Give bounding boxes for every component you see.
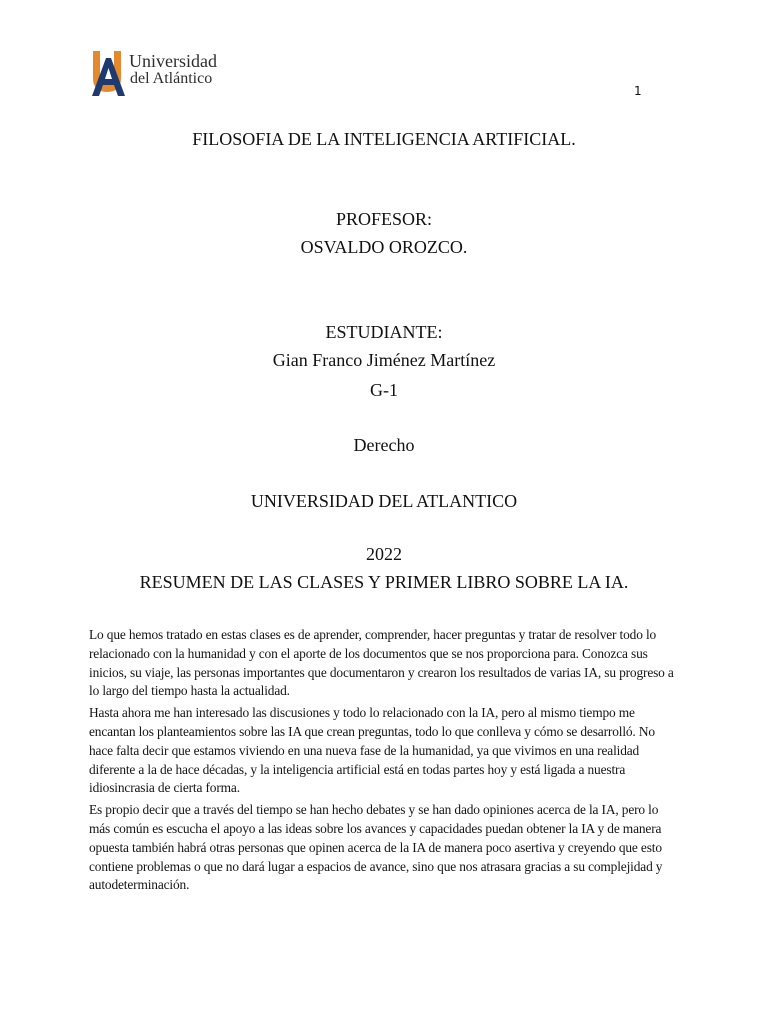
logo-line2: del Atlántico: [130, 70, 213, 87]
group-label: G-1: [370, 380, 398, 400]
ua-emblem-icon: [90, 48, 130, 98]
student-name: Gian Franco Jiménez Martínez: [272, 350, 496, 370]
logo-line1: Universidad: [129, 51, 217, 71]
summary-title: RESUMEN DE LAS CLASES Y PRIMER LIBRO SOBRE LA IA.: [139, 572, 629, 592]
year-label: 2022: [366, 544, 402, 564]
paragraph: Hasta ahora me han interesado las discusiones y todo lo relacionado con la IA, pero al mismo tiempo me encantan los planteamientos sobre las IA que crean preguntas, todo lo que conlleva y cómo se desarrolló. No hace falta decir que estamos viviendo en una nueva fase de la humanidad, ya que vivimos en una realidad diferente a la de hace décadas, y la inteligencia artificial está en todas partes hoy y está ligada a nuestra idiosincrasia de cierta forma.: [89, 705, 655, 796]
program-label: Derecho: [353, 435, 415, 455]
professor-label: PROFESOR:: [335, 209, 433, 229]
page-number: 1: [634, 84, 642, 98]
paragraph: Es propio decir que a través del tiempo se han hecho debates y se han dado opiniones acerca de la IA, pero lo más común es escucha el apoyo a las ideas sobre los avances y capacidades puedan obtener la IA y de manera opuesta también habrá otras personas que opinen acerca de la IA de manera poco asertiva y creyendo que esto contiene problemas o que no dará lugar a espacios de avance, sino que nos atrasara gracias a su complejidad y autodeterminación.: [89, 802, 663, 893]
body-text: [89, 626, 679, 898]
university-name: UNIVERSIDAD DEL ATLANTICO: [250, 491, 518, 511]
paragraph: Lo que hemos tratado en estas clases es de aprender, comprender, hacer preguntas y tratar de resolver todo lo relacionado con la humanidad y con el aporte de los documentos que se nos proporciona para. Conozca sus inicios, su viaje, las personas importantes que documentaron y crearon los resultados de varias IA, su progreso a lo largo del tiempo hasta la actualidad.: [89, 627, 674, 699]
professor-name: OSVALDO OROZCO.: [300, 237, 468, 257]
logo-text: [129, 53, 217, 87]
course-title: FILOSOFIA DE LA INTELIGENCIA ARTIFICIAL.: [192, 129, 576, 149]
university-logo: [90, 48, 230, 98]
student-label: ESTUDIANTE:: [325, 322, 443, 342]
